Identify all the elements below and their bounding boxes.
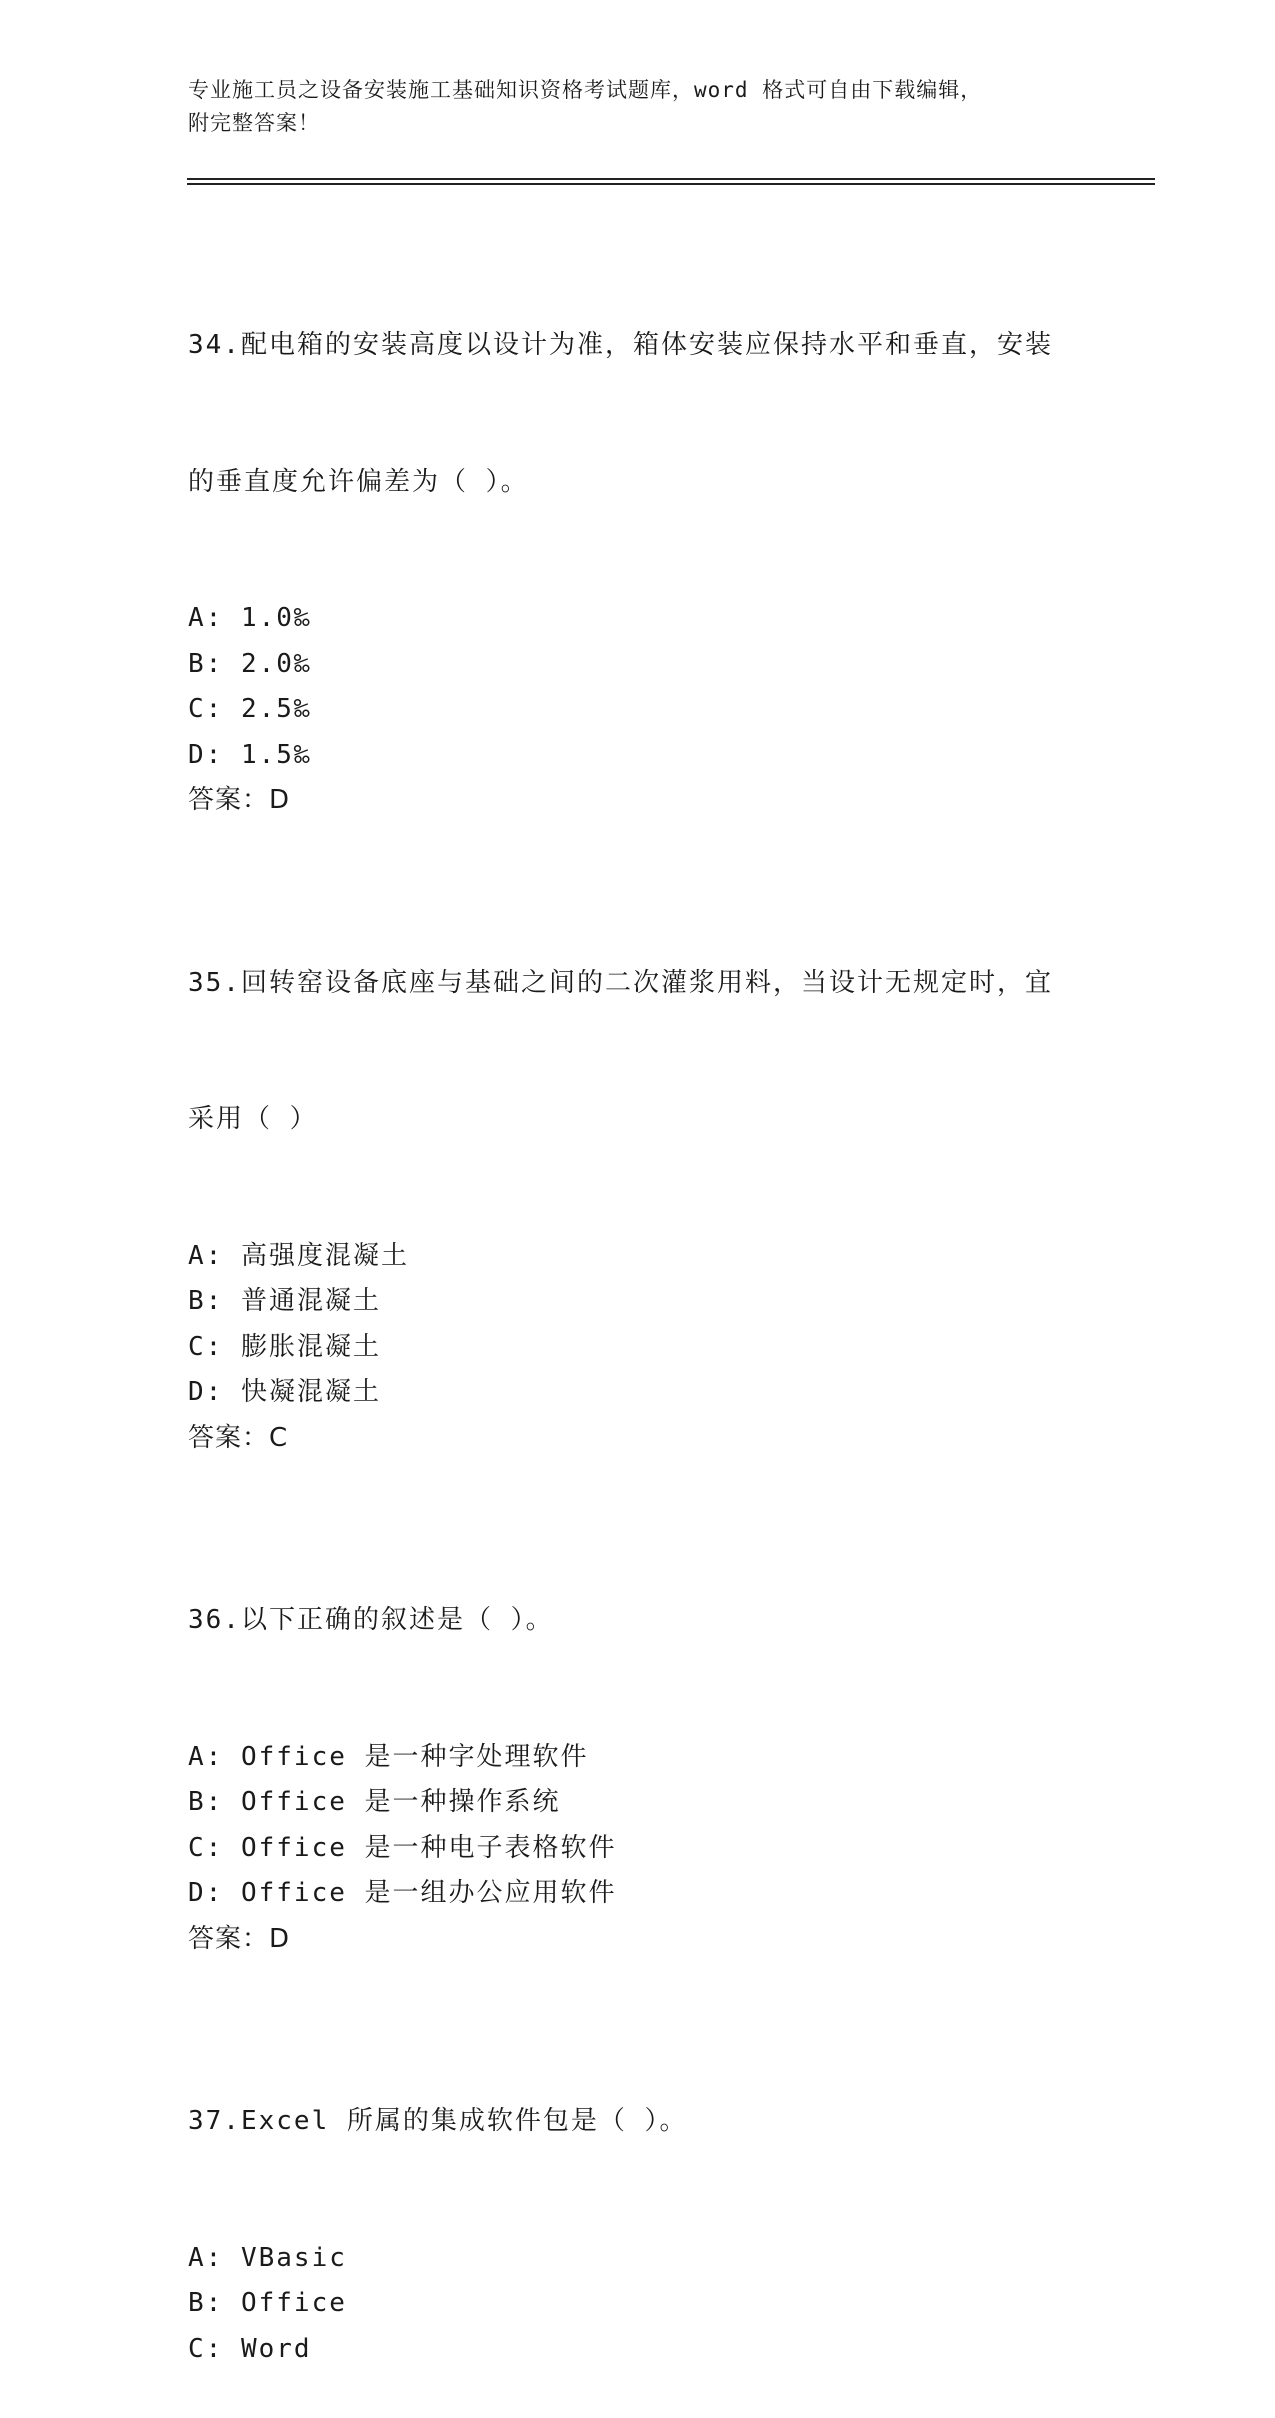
option-b: B: Office 是一种操作系统 [188, 1787, 561, 1817]
question-stem-line: 的垂直度允许偏差为（ ）。 [188, 466, 529, 497]
header-divider-bottom [187, 183, 1155, 185]
option-c: C: 膨胀混凝土 [188, 1331, 381, 1362]
option-b: B: 2.0‰ [188, 648, 312, 679]
question-35 [188, 870, 1088, 1462]
option-a: A: 高强度混凝土 [188, 1240, 409, 1271]
question-stem [188, 232, 1088, 596]
question-stem [188, 870, 1088, 1234]
question-stem-line: 37.Excel 所属的集成软件包是（ ）。 [188, 2106, 688, 2136]
answer-line: 答案：C [188, 1422, 289, 1453]
option-c: C: Office 是一种电子表格软件 [188, 1832, 617, 1863]
question-stem [188, 1507, 1088, 1735]
option-d: D: Office 是一组办公应用软件 [188, 1878, 617, 1908]
answer-line: 答案：D [188, 1923, 291, 1954]
question-stem-line: 35.回转窑设备底座与基础之间的二次灌浆用料，当设计无规定时，宜 [188, 967, 1053, 998]
question-37 [188, 2008, 1088, 2372]
option-a: A: 1.0‰ [188, 603, 312, 633]
option-d: D: 快凝混凝土 [188, 1377, 381, 1407]
header-line-1: 专业施工员之设备安装施工基础知识资格考试题库，word 格式可自由下载编辑， [188, 78, 983, 102]
question-36 [188, 1507, 1088, 1962]
question-stem-line: 34.配电箱的安装高度以设计为准，箱体安装应保持水平和垂直，安装 [188, 330, 1053, 360]
option-a: A: VBasic [188, 2242, 347, 2273]
document-header [188, 74, 1088, 140]
question-stem-line: 36.以下正确的叙述是（ ）。 [188, 1605, 554, 1635]
question-list [188, 232, 1088, 2418]
header-divider-top [187, 178, 1155, 180]
question-34 [188, 232, 1088, 824]
header-line-2: 附完整答案！ [188, 111, 320, 135]
option-b: B: 普通混凝土 [188, 1286, 381, 1316]
option-c: C: Word [188, 2333, 312, 2364]
option-b: B: Office [188, 2288, 347, 2318]
question-stem-line: 采用（ ） [188, 1104, 318, 1134]
option-c: C: 2.5‰ [188, 694, 312, 724]
option-d: D: 1.5‰ [188, 739, 312, 770]
question-stem [188, 2008, 1088, 2236]
answer-line: 答案：D [188, 785, 291, 815]
option-a: A: Office 是一种字处理软件 [188, 1741, 589, 1772]
